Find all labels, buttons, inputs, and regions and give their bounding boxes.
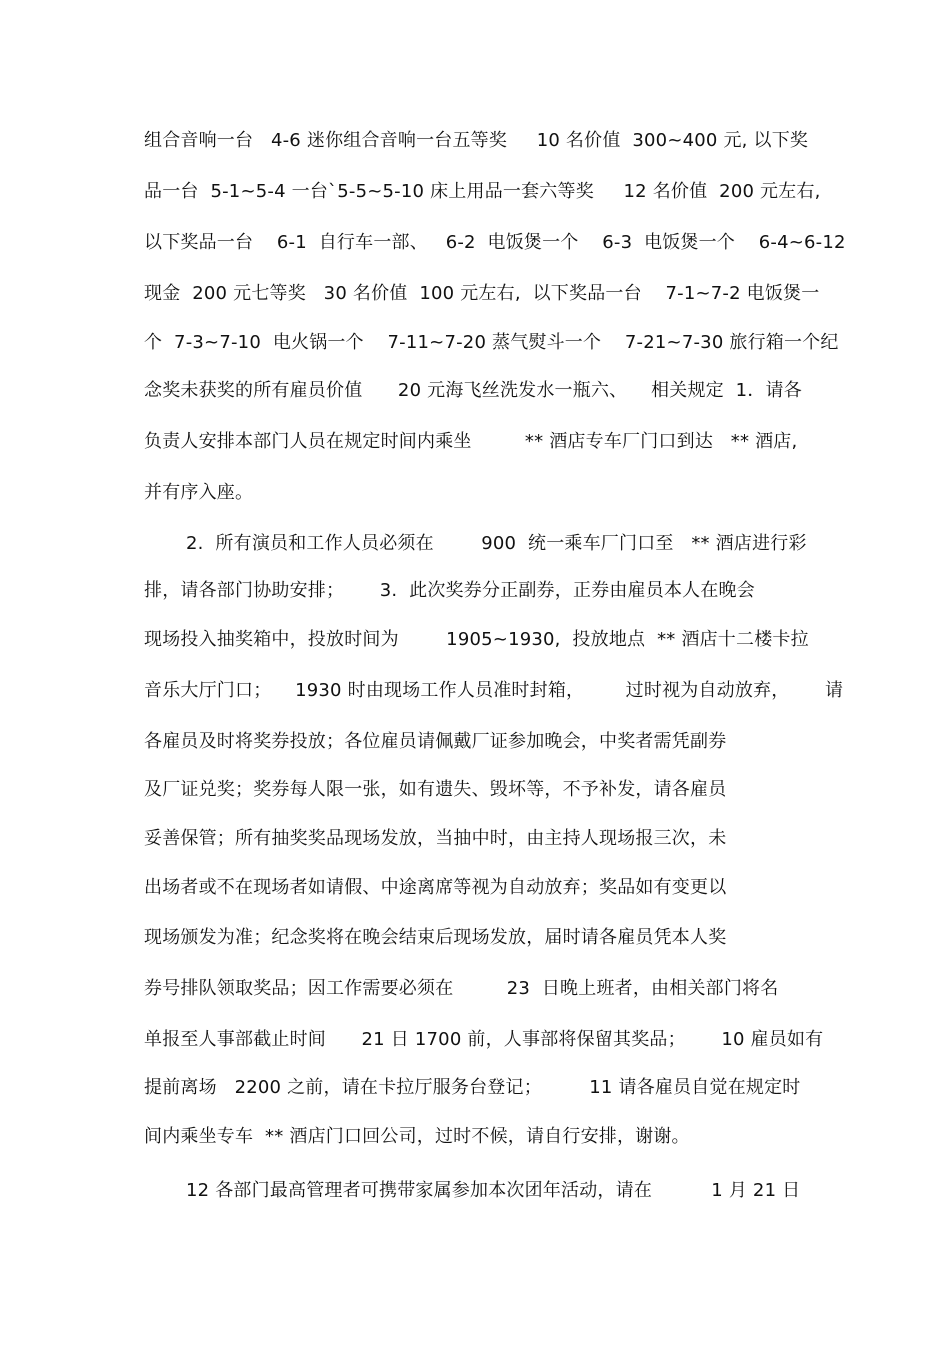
text-line-5: 个 7-3~7-10 电火锅一个 7-11~7-20 蒸气熨斗一个 7-21~7-30 旅行箱一个纪: [144, 332, 839, 353]
text-line-12: 音乐大厅门口； 1930 时由现场工作人员准时封箱， 过时视为自动放弃， 请: [144, 680, 844, 701]
text-line-6: 念奖未获奖的所有雇员价值 20 元海飞丝洗发水一瓶六、 相关规定 1．请各: [144, 380, 802, 401]
text-line-11: 现场投入抽奖箱中，投放时间为 1905~1930, 投放地点 ** 酒店十二楼卡拉: [144, 629, 809, 650]
text-line-17: 现场颁发为准；纪念奖将在晚会结束后现场发放，届时请各雇员凭本人奖: [144, 927, 727, 948]
text-line-1: 组合音响一台 4-6 迷你组合音响一台五等奖 10 名价值 300~400 元, 以下奖: [144, 130, 809, 151]
text-line-8: 并有序入座。: [144, 482, 254, 503]
text-line-3: 以下奖品一台 6-1 自行车一部、 6-2 电饭煲一个 6-3 电饭煲一个 6-4~6-12: [144, 232, 846, 253]
text-line-14: 及厂证兑奖；奖券每人限一张，如有遗失、毁坏等，不予补发，请各雇员: [144, 779, 727, 800]
text-line-22: 12 各部门最高管理者可携带家属参加本次团年活动，请在 1 月 21 日: [186, 1180, 801, 1201]
text-line-15: 妥善保管；所有抽奖奖品现场发放，当抽中时，由主持人现场报三次，未: [144, 828, 727, 849]
text-line-10: 排，请各部门协助安排； 3. 此次奖券分正副券，正券由雇员本人在晚会: [144, 580, 755, 601]
text-line-21: 间内乘坐专车 ** 酒店门口回公司，过时不候，请自行安排，谢谢。: [144, 1126, 690, 1147]
text-line-19: 单报至人事部截止时间 21 日 1700 前，人事部将保留其奖品； 10 雇员如有: [144, 1029, 824, 1050]
text-line-18: 券号排队领取奖品；因工作需要必须在 23 日晚上班者，由相关部门将名: [144, 978, 779, 999]
text-line-4: 现金 200 元七等奖 30 名价值 100 元左右, 以下奖品一台 7-1~7-2 电饭煲一: [144, 283, 820, 304]
text-line-16: 出场者或不在现场者如请假、中途离席等视为自动放弃；奖品如有变更以: [144, 877, 727, 898]
text-line-7: 负责人安排本部门人员在规定时间内乘坐 ** 酒店专车厂门口到达 ** 酒店,: [144, 431, 798, 452]
text-line-13: 各雇员及时将奖券投放；各位雇员请佩戴厂证参加晚会，中奖者需凭副券: [144, 731, 727, 752]
text-line-20: 提前离场 2200 之前，请在卡拉厅服务台登记； 11 请各雇员自觉在规定时: [144, 1077, 801, 1098]
text-line-9: 2. 所有演员和工作人员必须在 900 统一乘车厂门口至 ** 酒店进行彩: [186, 533, 807, 554]
text-line-2: 品一台 5-1~5-4 一台`5-5~5-10 床上用品一套六等奖 12 名价值 200 元左右,: [144, 181, 821, 202]
